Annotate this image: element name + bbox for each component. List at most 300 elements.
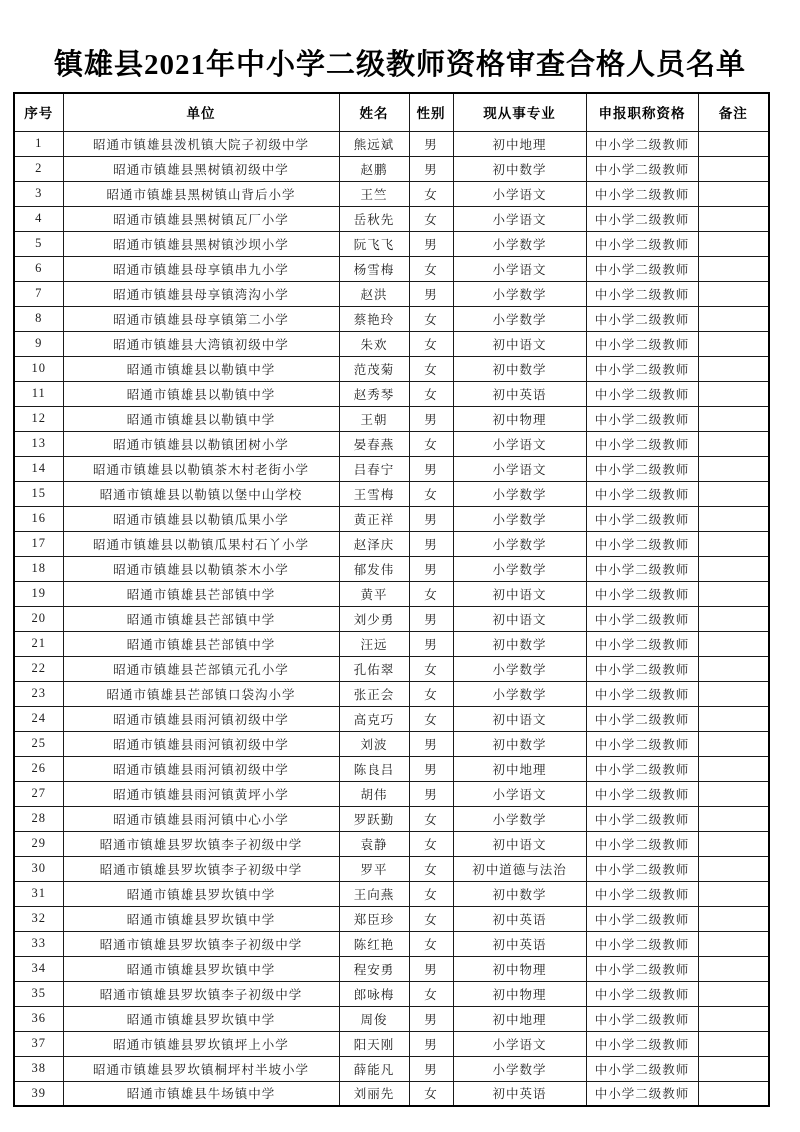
- cell-unit: 昭通市镇雄县黑树镇瓦厂小学: [63, 206, 339, 231]
- cell-unit: 昭通市镇雄县以勒镇中学: [63, 406, 339, 431]
- cell-remark: [698, 256, 769, 281]
- cell-name: 王朝: [339, 406, 409, 431]
- cell-remark: [698, 1056, 769, 1081]
- cell-remark: [698, 156, 769, 181]
- cell-no: 16: [14, 506, 63, 531]
- cell-no: 19: [14, 581, 63, 606]
- cell-name: 薛能凡: [339, 1056, 409, 1081]
- cell-no: 1: [14, 131, 63, 156]
- cell-no: 29: [14, 831, 63, 856]
- cell-name: 杨雪梅: [339, 256, 409, 281]
- cell-no: 15: [14, 481, 63, 506]
- cell-name: 阮飞飞: [339, 231, 409, 256]
- cell-title: 中小学二级教师: [586, 431, 698, 456]
- cell-name: 罗跃勤: [339, 806, 409, 831]
- cell-major: 初中物理: [453, 981, 586, 1006]
- cell-name: 刘少勇: [339, 606, 409, 631]
- cell-title: 中小学二级教师: [586, 1081, 698, 1106]
- cell-unit: 昭通市镇雄县罗坎镇中学: [63, 906, 339, 931]
- cell-name: 陈良吕: [339, 756, 409, 781]
- cell-major: 初中物理: [453, 406, 586, 431]
- cell-gender: 男: [409, 406, 453, 431]
- cell-remark: [698, 406, 769, 431]
- cell-unit: 昭通市镇雄县罗坎镇李子初级中学: [63, 931, 339, 956]
- cell-major: 小学语文: [453, 206, 586, 231]
- cell-remark: [698, 1006, 769, 1031]
- cell-gender: 男: [409, 606, 453, 631]
- cell-remark: [698, 356, 769, 381]
- cell-gender: 女: [409, 1081, 453, 1106]
- cell-remark: [698, 681, 769, 706]
- cell-title: 中小学二级教师: [586, 731, 698, 756]
- cell-remark: [698, 806, 769, 831]
- cell-major: 小学数学: [453, 281, 586, 306]
- cell-remark: [698, 1031, 769, 1056]
- cell-gender: 女: [409, 681, 453, 706]
- qualified-personnel-table: [13, 92, 770, 1107]
- cell-unit: 昭通市镇雄县罗坎镇坪上小学: [63, 1031, 339, 1056]
- cell-major: 初中语文: [453, 331, 586, 356]
- table-row: [14, 1081, 769, 1106]
- table-row: [14, 1006, 769, 1031]
- cell-unit: 昭通市镇雄县芒部镇口袋沟小学: [63, 681, 339, 706]
- cell-gender: 女: [409, 906, 453, 931]
- table-row: [14, 706, 769, 731]
- cell-title: 中小学二级教师: [586, 356, 698, 381]
- cell-no: 28: [14, 806, 63, 831]
- cell-major: 初中语文: [453, 606, 586, 631]
- cell-remark: [698, 231, 769, 256]
- table-row: [14, 256, 769, 281]
- column-header-no: 序号: [14, 93, 63, 131]
- cell-unit: 昭通市镇雄县黑树镇初级中学: [63, 156, 339, 181]
- table-row: [14, 531, 769, 556]
- cell-name: 赵洪: [339, 281, 409, 306]
- table-row: [14, 456, 769, 481]
- cell-name: 周俊: [339, 1006, 409, 1031]
- cell-no: 14: [14, 456, 63, 481]
- table-row: [14, 681, 769, 706]
- cell-major: 初中英语: [453, 1081, 586, 1106]
- cell-no: 35: [14, 981, 63, 1006]
- cell-gender: 男: [409, 631, 453, 656]
- cell-remark: [698, 181, 769, 206]
- cell-remark: [698, 831, 769, 856]
- cell-gender: 女: [409, 831, 453, 856]
- cell-unit: 昭通市镇雄县罗坎镇桐坪村半坡小学: [63, 1056, 339, 1081]
- table-row: [14, 556, 769, 581]
- cell-gender: 男: [409, 281, 453, 306]
- cell-unit: 昭通市镇雄县母享镇湾沟小学: [63, 281, 339, 306]
- cell-unit: 昭通市镇雄县雨河镇黄坪小学: [63, 781, 339, 806]
- cell-title: 中小学二级教师: [586, 156, 698, 181]
- cell-unit: 昭通市镇雄县罗坎镇李子初级中学: [63, 831, 339, 856]
- cell-name: 郑臣珍: [339, 906, 409, 931]
- cell-name: 赵秀琴: [339, 381, 409, 406]
- column-header-title: 申报职称资格: [586, 93, 698, 131]
- cell-unit: 昭通市镇雄县大湾镇初级中学: [63, 331, 339, 356]
- cell-major: 小学数学: [453, 506, 586, 531]
- cell-gender: 男: [409, 131, 453, 156]
- cell-remark: [698, 131, 769, 156]
- cell-major: 小学数学: [453, 681, 586, 706]
- cell-gender: 男: [409, 956, 453, 981]
- cell-major: 初中语文: [453, 831, 586, 856]
- cell-gender: 女: [409, 931, 453, 956]
- cell-unit: 昭通市镇雄县以勒镇中学: [63, 356, 339, 381]
- cell-unit: 昭通市镇雄县罗坎镇中学: [63, 1006, 339, 1031]
- cell-remark: [698, 1081, 769, 1106]
- cell-remark: [698, 931, 769, 956]
- cell-gender: 女: [409, 356, 453, 381]
- cell-no: 12: [14, 406, 63, 431]
- cell-title: 中小学二级教师: [586, 1031, 698, 1056]
- cell-unit: 昭通市镇雄县以勒镇茶木村老街小学: [63, 456, 339, 481]
- cell-name: 蔡艳玲: [339, 306, 409, 331]
- cell-remark: [698, 381, 769, 406]
- cell-unit: 昭通市镇雄县黑树镇沙坝小学: [63, 231, 339, 256]
- column-header-major: 现从事专业: [453, 93, 586, 131]
- cell-title: 中小学二级教师: [586, 456, 698, 481]
- table-row: [14, 231, 769, 256]
- cell-name: 岳秋先: [339, 206, 409, 231]
- cell-title: 中小学二级教师: [586, 331, 698, 356]
- cell-unit: 昭通市镇雄县罗坎镇李子初级中学: [63, 981, 339, 1006]
- cell-remark: [698, 531, 769, 556]
- cell-major: 小学数学: [453, 1056, 586, 1081]
- cell-gender: 男: [409, 556, 453, 581]
- cell-unit: 昭通市镇雄县母享镇串九小学: [63, 256, 339, 281]
- cell-remark: [698, 631, 769, 656]
- cell-title: 中小学二级教师: [586, 981, 698, 1006]
- table-row: [14, 381, 769, 406]
- table-row: [14, 656, 769, 681]
- cell-name: 范茂菊: [339, 356, 409, 381]
- cell-unit: 昭通市镇雄县罗坎镇中学: [63, 881, 339, 906]
- cell-title: 中小学二级教师: [586, 681, 698, 706]
- cell-no: 7: [14, 281, 63, 306]
- table-row: [14, 956, 769, 981]
- cell-major: 初中道德与法治: [453, 856, 586, 881]
- cell-no: 20: [14, 606, 63, 631]
- cell-name: 阳天刚: [339, 1031, 409, 1056]
- cell-major: 初中语文: [453, 706, 586, 731]
- cell-remark: [698, 731, 769, 756]
- cell-name: 晏春燕: [339, 431, 409, 456]
- cell-gender: 女: [409, 181, 453, 206]
- cell-title: 中小学二级教师: [586, 1056, 698, 1081]
- cell-gender: 女: [409, 381, 453, 406]
- cell-major: 小学数学: [453, 656, 586, 681]
- cell-no: 10: [14, 356, 63, 381]
- cell-title: 中小学二级教师: [586, 781, 698, 806]
- cell-major: 小学数学: [453, 481, 586, 506]
- cell-no: 39: [14, 1081, 63, 1106]
- cell-name: 王竺: [339, 181, 409, 206]
- cell-no: 23: [14, 681, 63, 706]
- cell-title: 中小学二级教师: [586, 931, 698, 956]
- cell-gender: 男: [409, 1006, 453, 1031]
- cell-title: 中小学二级教师: [586, 656, 698, 681]
- cell-name: 王雪梅: [339, 481, 409, 506]
- cell-name: 孔佑翠: [339, 656, 409, 681]
- cell-name: 吕春宁: [339, 456, 409, 481]
- cell-remark: [698, 456, 769, 481]
- cell-no: 36: [14, 1006, 63, 1031]
- table-row: [14, 181, 769, 206]
- cell-unit: 昭通市镇雄县芒部镇中学: [63, 631, 339, 656]
- cell-unit: 昭通市镇雄县雨河镇初级中学: [63, 756, 339, 781]
- cell-remark: [698, 706, 769, 731]
- table-row: [14, 856, 769, 881]
- cell-no: 25: [14, 731, 63, 756]
- cell-remark: [698, 881, 769, 906]
- cell-major: 小学语文: [453, 181, 586, 206]
- table-row: [14, 831, 769, 856]
- page-title: 镇雄县2021年中小学二级教师资格审查合格人员名单: [53, 49, 746, 81]
- cell-no: 31: [14, 881, 63, 906]
- cell-major: 小学数学: [453, 306, 586, 331]
- cell-major: 小学语文: [453, 781, 586, 806]
- cell-title: 中小学二级教师: [586, 381, 698, 406]
- table-row: [14, 781, 769, 806]
- cell-remark: [698, 756, 769, 781]
- cell-gender: 男: [409, 781, 453, 806]
- cell-major: 小学语文: [453, 431, 586, 456]
- cell-gender: 男: [409, 506, 453, 531]
- cell-name: 赵泽庆: [339, 531, 409, 556]
- cell-unit: 昭通市镇雄县雨河镇初级中学: [63, 731, 339, 756]
- cell-title: 中小学二级教师: [586, 906, 698, 931]
- table-header-row: [14, 93, 769, 131]
- table-row: [14, 1031, 769, 1056]
- cell-gender: 男: [409, 531, 453, 556]
- column-header-remark: 备注: [698, 93, 769, 131]
- cell-no: 11: [14, 381, 63, 406]
- cell-major: 初中英语: [453, 931, 586, 956]
- cell-no: 22: [14, 656, 63, 681]
- column-header-unit: 单位: [63, 93, 339, 131]
- table-row: [14, 206, 769, 231]
- cell-unit: 昭通市镇雄县以勒镇中学: [63, 381, 339, 406]
- table-row: [14, 881, 769, 906]
- cell-name: 郎咏梅: [339, 981, 409, 1006]
- cell-gender: 女: [409, 806, 453, 831]
- cell-gender: 女: [409, 306, 453, 331]
- cell-title: 中小学二级教师: [586, 131, 698, 156]
- cell-gender: 女: [409, 256, 453, 281]
- cell-name: 高克巧: [339, 706, 409, 731]
- cell-major: 初中英语: [453, 906, 586, 931]
- cell-name: 汪远: [339, 631, 409, 656]
- cell-remark: [698, 331, 769, 356]
- cell-name: 刘丽先: [339, 1081, 409, 1106]
- cell-title: 中小学二级教师: [586, 756, 698, 781]
- cell-gender: 男: [409, 756, 453, 781]
- cell-gender: 男: [409, 1031, 453, 1056]
- cell-remark: [698, 906, 769, 931]
- cell-no: 38: [14, 1056, 63, 1081]
- cell-major: 初中地理: [453, 1006, 586, 1031]
- cell-name: 熊远斌: [339, 131, 409, 156]
- cell-remark: [698, 306, 769, 331]
- table-row: [14, 731, 769, 756]
- cell-gender: 女: [409, 856, 453, 881]
- cell-remark: [698, 506, 769, 531]
- table-row: [14, 631, 769, 656]
- cell-unit: 昭通市镇雄县母享镇第二小学: [63, 306, 339, 331]
- cell-name: 郁发伟: [339, 556, 409, 581]
- table-row: [14, 931, 769, 956]
- column-header-gender: 性别: [409, 93, 453, 131]
- cell-no: 21: [14, 631, 63, 656]
- cell-title: 中小学二级教师: [586, 481, 698, 506]
- cell-no: 3: [14, 181, 63, 206]
- cell-major: 小学语文: [453, 456, 586, 481]
- table-row: [14, 356, 769, 381]
- cell-remark: [698, 281, 769, 306]
- cell-name: 赵鹏: [339, 156, 409, 181]
- cell-no: 26: [14, 756, 63, 781]
- cell-unit: 昭通市镇雄县黑树镇山背后小学: [63, 181, 339, 206]
- table-row: [14, 806, 769, 831]
- cell-no: 27: [14, 781, 63, 806]
- cell-unit: 昭通市镇雄县以勒镇瓜果村石丫小学: [63, 531, 339, 556]
- cell-title: 中小学二级教师: [586, 956, 698, 981]
- cell-unit: 昭通市镇雄县以勒镇团树小学: [63, 431, 339, 456]
- cell-title: 中小学二级教师: [586, 831, 698, 856]
- cell-title: 中小学二级教师: [586, 606, 698, 631]
- cell-remark: [698, 206, 769, 231]
- cell-no: 2: [14, 156, 63, 181]
- table-row: [14, 306, 769, 331]
- cell-title: 中小学二级教师: [586, 531, 698, 556]
- table-row: [14, 506, 769, 531]
- cell-name: 黄平: [339, 581, 409, 606]
- table-row: [14, 131, 769, 156]
- cell-remark: [698, 481, 769, 506]
- cell-major: 小学数学: [453, 531, 586, 556]
- cell-no: 37: [14, 1031, 63, 1056]
- cell-title: 中小学二级教师: [586, 1006, 698, 1031]
- cell-unit: 昭通市镇雄县泼机镇大院子初级中学: [63, 131, 339, 156]
- cell-no: 17: [14, 531, 63, 556]
- cell-no: 34: [14, 956, 63, 981]
- cell-name: 张正会: [339, 681, 409, 706]
- cell-name: 王向燕: [339, 881, 409, 906]
- cell-no: 33: [14, 931, 63, 956]
- cell-remark: [698, 656, 769, 681]
- cell-major: 初中语文: [453, 581, 586, 606]
- cell-title: 中小学二级教师: [586, 806, 698, 831]
- cell-name: 袁静: [339, 831, 409, 856]
- cell-remark: [698, 431, 769, 456]
- cell-gender: 男: [409, 731, 453, 756]
- cell-unit: 昭通市镇雄县芒部镇中学: [63, 581, 339, 606]
- cell-gender: 女: [409, 581, 453, 606]
- cell-gender: 男: [409, 156, 453, 181]
- cell-no: 18: [14, 556, 63, 581]
- cell-unit: 昭通市镇雄县芒部镇中学: [63, 606, 339, 631]
- cell-major: 小学语文: [453, 256, 586, 281]
- cell-title: 中小学二级教师: [586, 631, 698, 656]
- cell-major: 小学数学: [453, 556, 586, 581]
- cell-unit: 昭通市镇雄县雨河镇中心小学: [63, 806, 339, 831]
- cell-major: 初中数学: [453, 356, 586, 381]
- cell-major: 初中数学: [453, 631, 586, 656]
- table-row: [14, 481, 769, 506]
- cell-major: 初中数学: [453, 731, 586, 756]
- cell-remark: [698, 856, 769, 881]
- cell-gender: 女: [409, 881, 453, 906]
- cell-no: 6: [14, 256, 63, 281]
- cell-remark: [698, 581, 769, 606]
- cell-title: 中小学二级教师: [586, 506, 698, 531]
- cell-gender: 女: [409, 431, 453, 456]
- cell-no: 32: [14, 906, 63, 931]
- cell-name: 程安勇: [339, 956, 409, 981]
- table-row: [14, 281, 769, 306]
- cell-title: 中小学二级教师: [586, 556, 698, 581]
- table-row: [14, 331, 769, 356]
- table-row: [14, 431, 769, 456]
- table-row: [14, 606, 769, 631]
- cell-title: 中小学二级教师: [586, 306, 698, 331]
- table-row: [14, 581, 769, 606]
- cell-title: 中小学二级教师: [586, 581, 698, 606]
- cell-title: 中小学二级教师: [586, 406, 698, 431]
- cell-major: 初中物理: [453, 956, 586, 981]
- table-row: [14, 906, 769, 931]
- cell-name: 罗平: [339, 856, 409, 881]
- cell-name: 黄正祥: [339, 506, 409, 531]
- cell-gender: 男: [409, 1056, 453, 1081]
- cell-major: 初中地理: [453, 131, 586, 156]
- cell-gender: 女: [409, 981, 453, 1006]
- cell-major: 初中数学: [453, 156, 586, 181]
- cell-major: 小学数学: [453, 806, 586, 831]
- table-row: [14, 1056, 769, 1081]
- cell-gender: 女: [409, 206, 453, 231]
- column-header-name: 姓名: [339, 93, 409, 131]
- cell-no: 4: [14, 206, 63, 231]
- table-row: [14, 756, 769, 781]
- cell-remark: [698, 556, 769, 581]
- table-row: [14, 156, 769, 181]
- cell-name: 朱欢: [339, 331, 409, 356]
- cell-major: 初中地理: [453, 756, 586, 781]
- cell-gender: 女: [409, 706, 453, 731]
- cell-major: 初中数学: [453, 881, 586, 906]
- cell-unit: 昭通市镇雄县以勒镇以堡中山学校: [63, 481, 339, 506]
- cell-title: 中小学二级教师: [586, 856, 698, 881]
- cell-name: 陈红艳: [339, 931, 409, 956]
- cell-title: 中小学二级教师: [586, 881, 698, 906]
- cell-title: 中小学二级教师: [586, 281, 698, 306]
- cell-title: 中小学二级教师: [586, 256, 698, 281]
- table-row: [14, 981, 769, 1006]
- cell-gender: 男: [409, 456, 453, 481]
- cell-unit: 昭通市镇雄县以勒镇茶木小学: [63, 556, 339, 581]
- cell-title: 中小学二级教师: [586, 231, 698, 256]
- cell-remark: [698, 606, 769, 631]
- cell-remark: [698, 781, 769, 806]
- cell-title: 中小学二级教师: [586, 181, 698, 206]
- cell-no: 30: [14, 856, 63, 881]
- cell-unit: 昭通市镇雄县芒部镇元孔小学: [63, 656, 339, 681]
- cell-unit: 昭通市镇雄县以勒镇瓜果小学: [63, 506, 339, 531]
- cell-no: 24: [14, 706, 63, 731]
